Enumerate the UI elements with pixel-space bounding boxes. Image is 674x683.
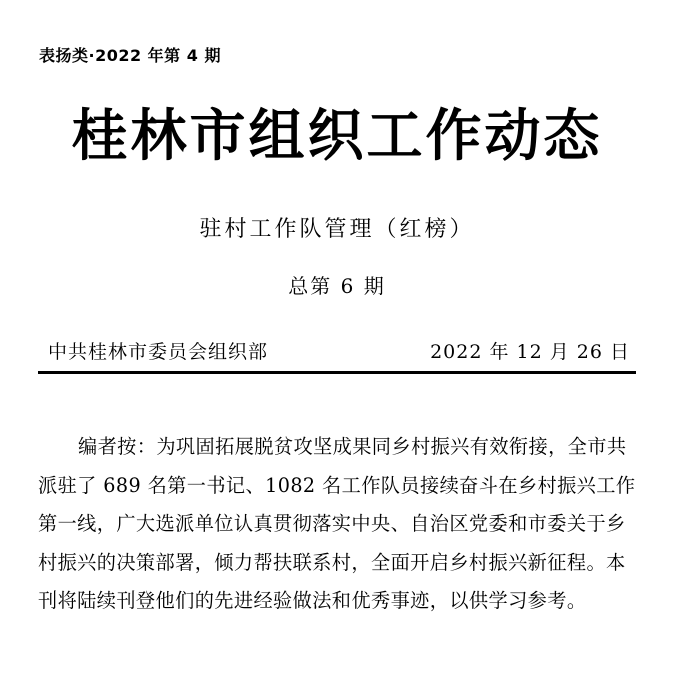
publish-date: 2022 年 12 月 26 日	[430, 341, 630, 363]
publication-subtitle: 驻村工作队管理（红榜）	[199, 217, 475, 242]
editor-note-paragraph: 编者按：为巩固拓展脱贫攻坚成果同乡村振兴有效衔接，全市共派驻了 689 名第一书记、1082 名工作队员接续奋斗在乡村振兴工作第一线，广大选派单位认真贯彻落实中央、自治区党委和市委关于乡村振兴的决策部署，倾力帮扶联系村，全面开启乡村振兴新征程。本刊将陆续刊登他们的先进经验做法和优秀事迹，以供学习参考。	[38, 435, 636, 612]
issue-category: 表扬类·2022 年第 4 期	[39, 46, 221, 65]
issue-number: 总第 6 期	[288, 274, 386, 298]
publisher-name: 中共桂林市委员会组织部	[48, 341, 269, 363]
header-divider	[38, 371, 636, 374]
publication-title: 桂林市组织工作动态	[71, 103, 603, 169]
